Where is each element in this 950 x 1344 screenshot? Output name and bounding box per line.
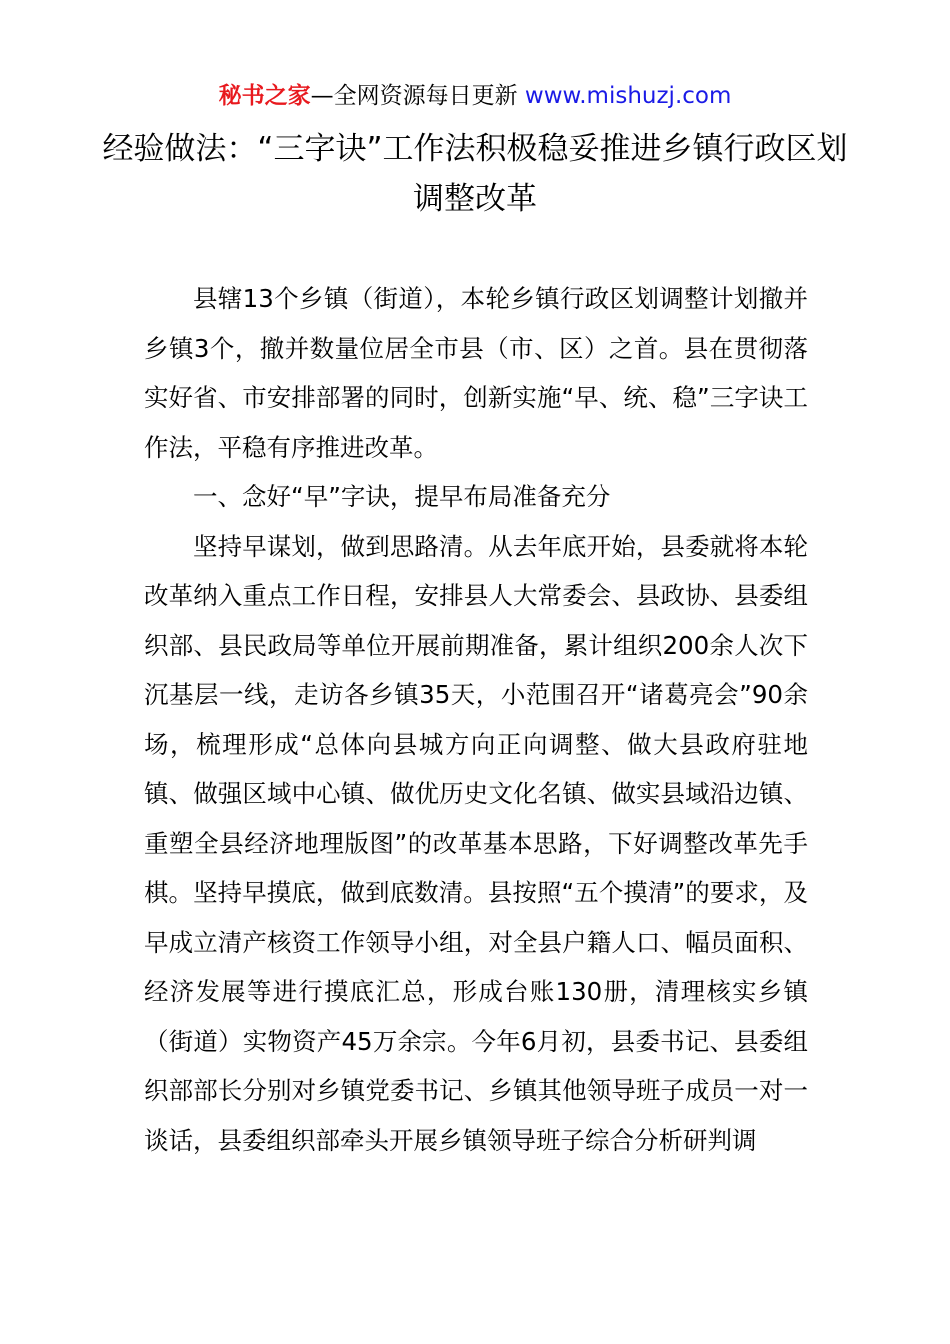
brand-name: 秘书之家 bbox=[218, 83, 311, 109]
site-link[interactable]: www.mishuzj.com bbox=[524, 83, 732, 109]
header-tagline: —全网资源每日更新 bbox=[310, 83, 525, 109]
document-body bbox=[144, 274, 808, 1165]
document-title: 经验做法：“三字诀”工作法积极稳妥推进乡镇行政区划调整改革 bbox=[102, 131, 848, 217]
paragraph-section-1: 坚持早谋划，做到思路清。从去年底开始，县委就将本轮改革纳入重点工作日程，安排县人大常委会、县政协、县委组织部、县民政局等单位开展前期准备，累计组织200余人次下沉基层一线，走访各乡镇35天，小范围召开“诸葛亮会”90余场，梳理形成“总体向县城方向正向调整、做大县政府驻地镇、做强区域中心镇、做优历史文化名镇、做实县域沿边镇、重塑全县经济地理版图”的改革基本思路，下好调整改革先手棋。坚持早摸底，做到底数清。县按照“五个摸清”的要求，及早成立清产核资工作领导小组，对全县户籍人口、幅员面积、经济发展等进行摸底汇总，形成台账130册，清理核实乡镇（街道）实物资产45万余宗。今年6月初，县委书记、县委组织部部长分别对乡镇党委书记、乡镇其他领导班子成员一对一谈话，县委组织部牵头开展乡镇领导班子综合分析研判调 bbox=[144, 531, 808, 1155]
paragraph-intro: 县辖13个乡镇（街道），本轮乡镇行政区划调整计划撤并乡镇3个，撤并数量位居全市县（市、区）之首。县在贯彻落实好省、市安排部署的同时，创新实施“早、统、稳”三字诀工作法，平稳有序推进改革。 bbox=[144, 284, 808, 462]
section-heading-1: 一、念好“早”字诀，提早布局准备充分 bbox=[193, 482, 611, 511]
site-header bbox=[0, 80, 950, 112]
